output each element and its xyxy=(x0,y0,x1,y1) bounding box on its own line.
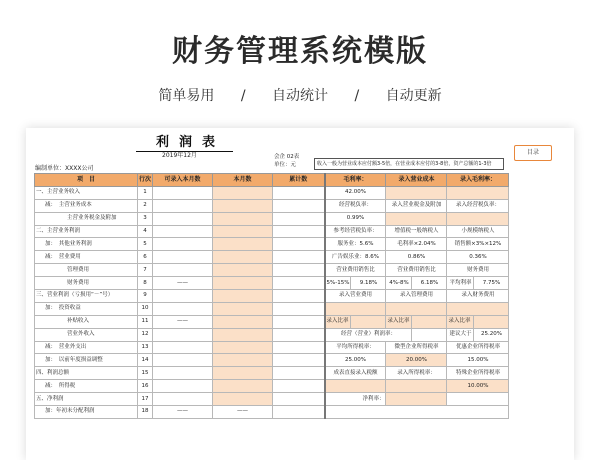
feature-easy: 简单易用 xyxy=(158,88,215,104)
side-value: 9.18% xyxy=(351,277,386,290)
side-value: 0.36% xyxy=(447,251,509,264)
month-cell[interactable] xyxy=(213,315,273,328)
input-cell[interactable] xyxy=(386,186,447,199)
table-row xyxy=(35,238,509,251)
month-cell[interactable] xyxy=(213,354,273,367)
side-label: 经营（营业）利润率： xyxy=(325,328,412,341)
cumulative-cell[interactable] xyxy=(273,354,325,367)
row-item: 营业外收入 xyxy=(35,328,138,341)
row-item: 管理费用 xyxy=(35,264,138,277)
side-label: 特殊企业所得税率 xyxy=(447,367,509,380)
side-value: 20.00% xyxy=(386,354,447,367)
row-no: 13 xyxy=(138,341,153,354)
input-cell[interactable] xyxy=(153,290,213,303)
side-label: 销售额×3%×12% xyxy=(447,238,509,251)
row-no: 14 xyxy=(138,354,153,367)
cumulative-cell[interactable] xyxy=(273,328,325,341)
side-label: 成表直接录入税额 xyxy=(325,367,386,380)
input-cell[interactable] xyxy=(153,212,213,225)
side-label: 录入比率 xyxy=(386,315,412,328)
row-item: 补贴收入 xyxy=(35,315,138,328)
cumulative-cell[interactable] xyxy=(273,406,325,419)
month-cell[interactable] xyxy=(213,238,273,251)
table-row xyxy=(35,251,509,264)
row-item: 减： 营业外支出 xyxy=(35,341,138,354)
side-value: 25.00% xyxy=(325,354,386,367)
header-item: 项 目 xyxy=(35,174,138,187)
net-margin-value xyxy=(386,393,447,406)
input-cell[interactable] xyxy=(325,380,386,393)
table-row xyxy=(35,354,509,367)
row-no: 5 xyxy=(138,238,153,251)
cumulative-cell[interactable] xyxy=(273,186,325,199)
row-item: 主营业务税金及附加 xyxy=(35,212,138,225)
table-row xyxy=(35,315,509,328)
side-label: 营业费用销售比 xyxy=(386,264,447,277)
input-cell[interactable] xyxy=(386,302,447,315)
sheet-title: 利润表 xyxy=(136,131,233,152)
input-cell[interactable] xyxy=(351,315,386,328)
side-label: 参考经营税负率： xyxy=(325,225,386,238)
table-row xyxy=(35,277,509,290)
separator: / xyxy=(240,88,246,104)
cumulative-cell[interactable] xyxy=(273,393,325,406)
side-label: 营业费用销售比 xyxy=(325,264,386,277)
table-row xyxy=(35,186,509,199)
feature-auto-update: 自动更新 xyxy=(385,88,442,104)
input-cell[interactable]: —— xyxy=(153,315,213,328)
table-row xyxy=(35,264,509,277)
side-label: 录入管理费用 xyxy=(386,290,447,303)
table-row xyxy=(35,302,509,315)
input-cell[interactable] xyxy=(153,186,213,199)
side-label: 广告娱乐业：8.6% xyxy=(325,251,386,264)
input-cell[interactable] xyxy=(474,315,509,328)
cumulative-cell[interactable] xyxy=(273,277,325,290)
cumulative-cell[interactable] xyxy=(273,315,325,328)
sheet-code-unit: 单位：元 xyxy=(274,162,297,168)
banner-subtitle xyxy=(0,85,600,105)
row-no: 10 xyxy=(138,302,153,315)
side-label: 经营税负率： xyxy=(325,199,386,212)
spreadsheet-preview xyxy=(26,128,574,460)
table-row xyxy=(35,199,509,212)
row-item: 二、主营业务利润 xyxy=(35,225,138,238)
side-label: 录入营业费用 xyxy=(325,290,386,303)
side-value: 15.00% xyxy=(447,354,509,367)
row-item: 加：年初未分配利润 xyxy=(35,406,138,419)
month-cell[interactable] xyxy=(213,251,273,264)
input-cell[interactable] xyxy=(325,302,386,315)
side-value: 5%-15% xyxy=(325,277,351,290)
table-row xyxy=(35,290,509,303)
side-value: 0.86% xyxy=(386,251,447,264)
input-cell[interactable] xyxy=(447,186,509,199)
row-no: 12 xyxy=(138,328,153,341)
toc-button[interactable]: 目录 xyxy=(514,145,552,161)
month-cell[interactable] xyxy=(213,393,273,406)
month-cell[interactable] xyxy=(213,225,273,238)
row-item: 三、营业利润（亏损用“－”号） xyxy=(35,290,138,303)
table-row xyxy=(35,212,509,225)
row-item: 财务费用 xyxy=(35,277,138,290)
cumulative-cell[interactable] xyxy=(273,302,325,315)
row-no: 2 xyxy=(138,199,153,212)
cumulative-cell[interactable] xyxy=(273,264,325,277)
row-item: 加： 投资收益 xyxy=(35,302,138,315)
row-no: 3 xyxy=(138,212,153,225)
side-label: 净利率： xyxy=(325,393,386,406)
empty-cell xyxy=(447,393,509,406)
row-item: 减： 营业费用 xyxy=(35,251,138,264)
row-no: 7 xyxy=(138,264,153,277)
side-label: 录入经营税负率： xyxy=(447,199,509,212)
side-value: 6.18% xyxy=(412,277,447,290)
table-header xyxy=(35,174,509,187)
side-label: 财务费用 xyxy=(447,264,509,277)
table-row xyxy=(35,367,509,380)
cumulative-cell[interactable] xyxy=(273,367,325,380)
row-no: 16 xyxy=(138,380,153,393)
month-cell[interactable] xyxy=(213,302,273,315)
input-cell[interactable] xyxy=(412,315,447,328)
side-label: 录入比率 xyxy=(325,315,351,328)
month-cell[interactable] xyxy=(213,367,273,380)
header-row-no: 行次 xyxy=(138,174,153,187)
empty-cell xyxy=(325,406,509,419)
header-input-month: 可录入本月数 xyxy=(153,174,213,187)
table-row xyxy=(35,393,509,406)
side-label: 服务业：5.6% xyxy=(325,238,386,251)
table-row xyxy=(35,328,509,341)
table-row xyxy=(35,341,509,354)
header-cumulative: 累计数 xyxy=(273,174,325,187)
side-label: 微型企业所得税率 xyxy=(386,341,447,354)
month-cell[interactable] xyxy=(213,380,273,393)
input-cell[interactable] xyxy=(386,380,447,393)
row-no: 18 xyxy=(138,406,153,419)
sheet-unit: 编制单位：XXXX公司 xyxy=(35,165,94,172)
feature-auto-stats: 自动统计 xyxy=(272,88,328,104)
month-cell[interactable] xyxy=(213,290,273,303)
cumulative-cell[interactable] xyxy=(273,380,325,393)
input-cell[interactable] xyxy=(153,367,213,380)
row-item: 加： 以前年度损益调整 xyxy=(35,354,138,367)
side-label: 平均所得税率： xyxy=(325,341,386,354)
cumulative-cell[interactable] xyxy=(273,212,325,225)
input-cell[interactable] xyxy=(386,212,447,225)
side-value: 25.20% xyxy=(474,328,509,341)
month-cell[interactable] xyxy=(213,212,273,225)
row-item: 五、净利润 xyxy=(35,393,138,406)
row-item: 四、利润总额 xyxy=(35,367,138,380)
header-month: 本月数 xyxy=(213,174,273,187)
sheet-code-form: 会企 02表 xyxy=(274,154,300,160)
side-value: 7.75% xyxy=(474,277,509,290)
side-value: 10.00% xyxy=(447,380,509,393)
cumulative-cell[interactable] xyxy=(273,290,325,303)
input-cell[interactable] xyxy=(153,341,213,354)
row-no: 1 xyxy=(138,186,153,199)
cumulative-cell[interactable] xyxy=(273,238,325,251)
row-item: 加： 其他业务利润 xyxy=(35,238,138,251)
side-label: 毛利率×2.04% xyxy=(386,238,447,251)
input-cell[interactable] xyxy=(153,251,213,264)
side-value: 平均利率 xyxy=(447,277,474,290)
header-input-cost: 录入营业成本 xyxy=(386,174,447,187)
side-label: 录入财务费用 xyxy=(447,290,509,303)
income-statement-table xyxy=(34,173,509,419)
row-no: 4 xyxy=(138,225,153,238)
row-item: 减： 主营业务成本 xyxy=(35,199,138,212)
gross-margin-value: 42.00% xyxy=(325,186,386,199)
table-row xyxy=(35,380,509,393)
input-cell[interactable] xyxy=(153,380,213,393)
row-item: 一、主营业务收入 xyxy=(35,186,138,199)
input-cell[interactable]: —— xyxy=(153,406,213,419)
header-gross-margin: 毛利率： xyxy=(325,174,386,187)
input-cell[interactable] xyxy=(153,302,213,315)
row-no: 17 xyxy=(138,393,153,406)
sheet-code xyxy=(274,153,299,169)
month-cell[interactable] xyxy=(213,277,273,290)
input-cell[interactable] xyxy=(153,225,213,238)
row-no: 11 xyxy=(138,315,153,328)
side-label: 录入比率 xyxy=(447,315,474,328)
input-cell[interactable] xyxy=(153,199,213,212)
cumulative-cell[interactable] xyxy=(273,251,325,264)
note-box: 收入一般为营业成本应付额3-5倍，在营业成本应付的3-8倍，资产总额的1-3倍 xyxy=(314,158,504,170)
row-item: 减： 所得税 xyxy=(35,380,138,393)
row-no: 15 xyxy=(138,367,153,380)
month-cell[interactable] xyxy=(213,186,273,199)
cumulative-cell[interactable] xyxy=(273,199,325,212)
input-cell[interactable]: —— xyxy=(153,277,213,290)
header-input-margin: 录入毛利率： xyxy=(447,174,509,187)
cumulative-cell[interactable] xyxy=(273,341,325,354)
side-value xyxy=(412,328,447,341)
banner xyxy=(0,0,600,120)
input-cell[interactable] xyxy=(153,264,213,277)
tax-rate-value: 0.99% xyxy=(325,212,386,225)
separator: / xyxy=(354,88,360,104)
side-value: 4%-8% xyxy=(386,277,412,290)
month-cell[interactable]: —— xyxy=(213,406,273,419)
input-cell[interactable] xyxy=(447,212,509,225)
row-no: 8 xyxy=(138,277,153,290)
input-cell[interactable] xyxy=(153,354,213,367)
cumulative-cell[interactable] xyxy=(273,225,325,238)
side-label: 录入营业税金及附加 xyxy=(386,199,447,212)
side-label: 小规模纳税人 xyxy=(447,225,509,238)
input-cell[interactable] xyxy=(153,328,213,341)
input-cell[interactable] xyxy=(153,238,213,251)
month-cell[interactable] xyxy=(213,328,273,341)
side-label: 建议大于 xyxy=(447,328,474,341)
month-cell[interactable] xyxy=(213,199,273,212)
row-no: 9 xyxy=(138,290,153,303)
input-cell[interactable] xyxy=(153,393,213,406)
side-label: 优惠企业所得税率 xyxy=(447,341,509,354)
input-cell[interactable] xyxy=(447,302,509,315)
row-no: 6 xyxy=(138,251,153,264)
side-label: 录入所得税率： xyxy=(386,367,447,380)
banner-title: 财务管理系统模版 xyxy=(172,34,428,69)
table-row xyxy=(35,406,509,419)
month-cell[interactable] xyxy=(213,341,273,354)
table-row xyxy=(35,225,509,238)
side-label: 增值税一般纳税人 xyxy=(386,225,447,238)
month-cell[interactable] xyxy=(213,264,273,277)
sheet-date: 2019年12月 xyxy=(162,152,197,159)
